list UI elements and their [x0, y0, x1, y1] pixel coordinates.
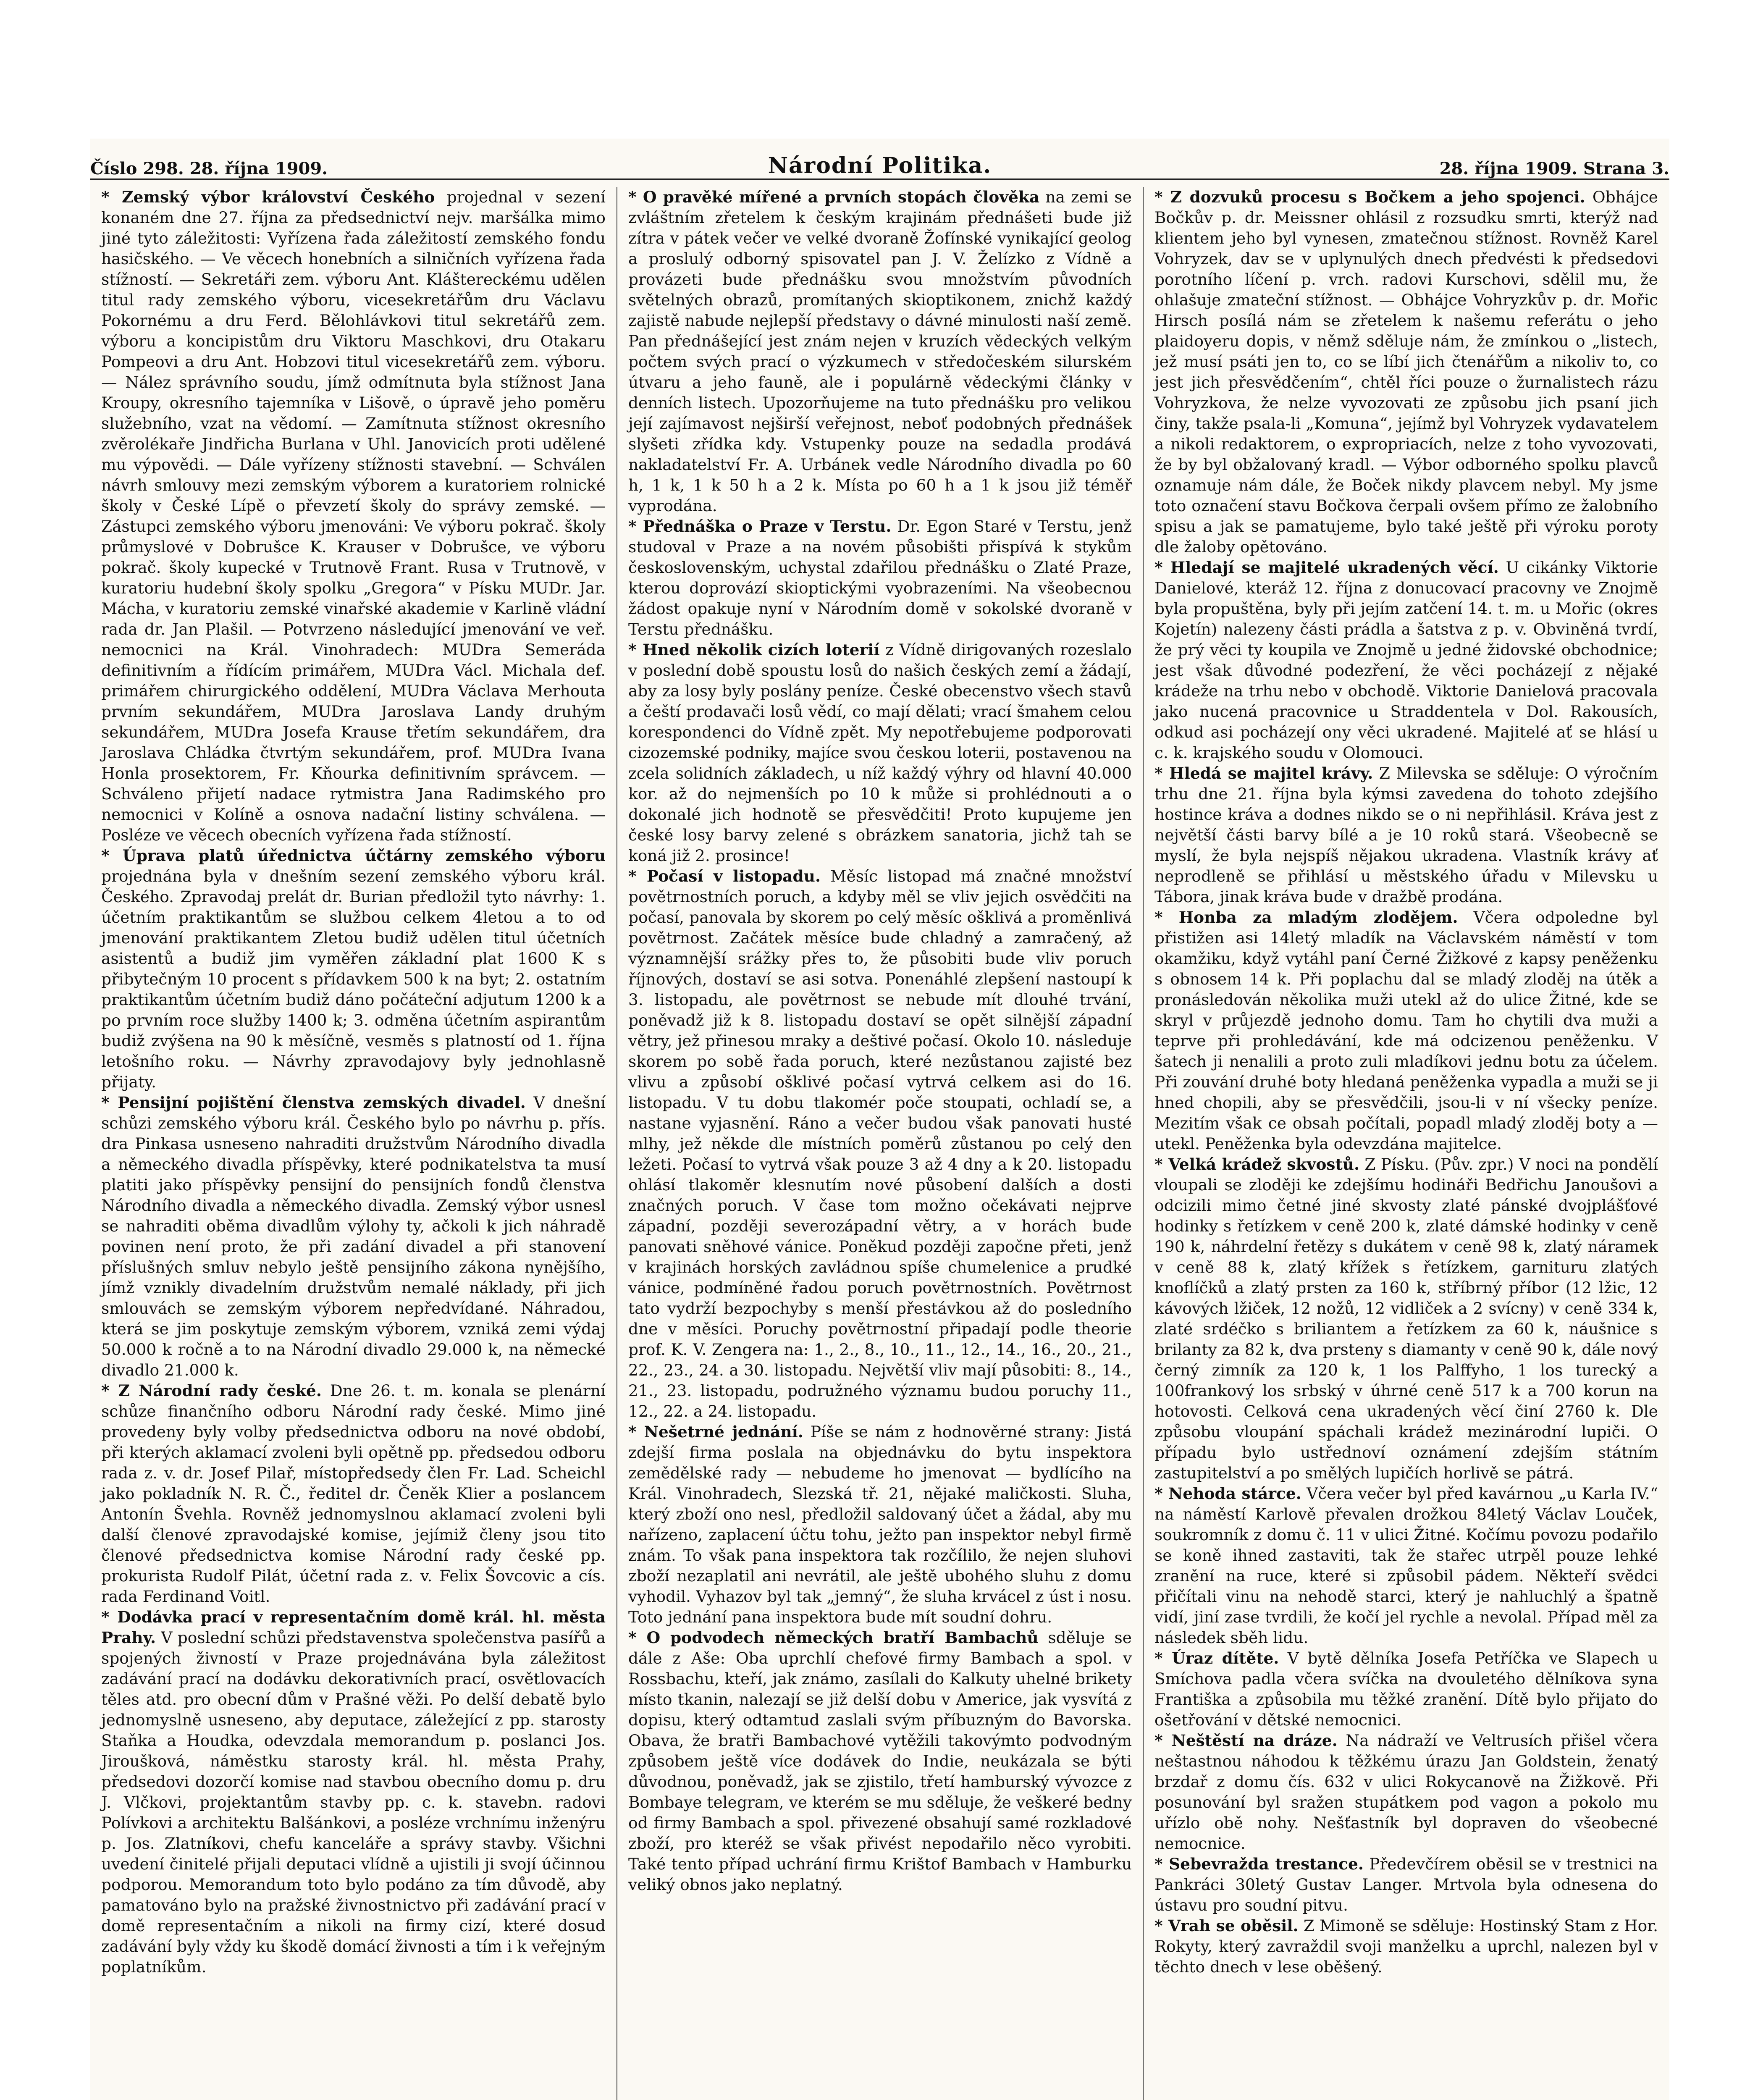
article — [628, 640, 1132, 866]
article-body: Včera odpoledne byl přistižen asi 14letý mladík na Václavském náměstí v tom okamžiku, když vytáhl paní Černé Žižkové z kapsy peněženku s obnosem 14 k. Při poplachu dal se mladý zloděj na útěk a pronásledován několika muži utekl až do ulice Žitné, kde se skryl v průjezdě jednoho domu. Tam ho chytili dva muži a teprve při prohledávání, kde má odcizenou peněženku. V šatech ji nenalili a proto zuli mladíkovi jednu botu za účelem. Při zouvání druhé boty hledaná peněženka vypadla a muži se ji hned chopili, aby se přesvědčili, jsou-li v ní všecky peníze. Mezitím však ce obsah počítali, popadl mladý zloděj boty a — utekl. Peněženka byla odevzdána majitelce. — [1154, 908, 1658, 1153]
article-body: U cikánky Viktorie Danielové, kteráž 12. října z donucovací pracovny ve Znojmě byla propuštěna, byly při jejím zatčení 14. t. m. u Mořic (okres Kojetín) nalezeny části prádla a šatstva z p. v. Obviněná tvrdí, že prý věci ty koupila ve Znojmě u jedné židovské obchodnice; jest však důvodné podezření, že věci pocházejí z nějaké krádeže na trhu nebo v obchodě. Viktorie Danielová pracovala jako nucená pracovnice u Straddentela v Dol. Rakousích, odkud asi pocházejí ony věci ukradené. Majitelé ať se hlásí u c. k. krajského soudu v Olomouci. — [1154, 558, 1658, 762]
article — [1154, 763, 1658, 907]
article — [628, 1422, 1132, 1628]
article-headline: * Dodávka prací v representačním domě král. hl. města Prahy. — [101, 1608, 606, 1647]
article — [101, 187, 606, 845]
article-headline: * Úprava platů úřednictva účtárny zemského výboru — [101, 846, 606, 865]
article-body: V bytě dělníka Josefa Petříčka ve Slapech u Smíchova padla včera svíčka na dvouletého dělníkova syna Františka a způsobila mu těžké zranění. Dítě bylo přijato do ošetřování v dětské nemocnici. — [1154, 1649, 1658, 1729]
article-headline: * Z Národní rady české. — [101, 1381, 322, 1400]
article — [628, 187, 1132, 516]
issue-info: Číslo 298. 28. října 1909. — [90, 159, 328, 178]
article-headline: * Počasí v listopadu. — [628, 867, 821, 885]
article-body: Předevčírem oběsil se v trestnici na Pankráci 30letý Gustav Langer. Mrtvola byla odnesena do ústavu pro soudní pitvu. — [1154, 1855, 1658, 1914]
article-body: sděluje se dále z Aše: Oba uprchlí chefové firmy Bambach a spol. v Rossbachu, kteří, jak známo, zasílali do Kalkuty uhelné brikety místo tkanin, nalezají se již delší dobu v Americe, jak vysvítá z dopisu, který odtamtud zaslali svým příbuzným do Bavorska. Obava, že bratři Bambachové vytěžili takovýmto podvodným způsobem ještě více dodávek do Indie, neukázala se býti důvodnou, poněvadž, jak se zjistilo, třetí hamburský vývozce z Bombaye telegram, ve kterém se mu sděluje, že veškeré bedny od firmy Bambach a spol. přivezené obsahují samé rozkladové zboží, pro kteréž se však přivést nepodařilo něco vyrobiti. Také tento případ uchrání firmu Krištof Bambach v Hamburku veliký obnos jako neplatný. — [628, 1628, 1132, 1894]
article — [101, 1381, 606, 1607]
article-body: z Vídně dirigovaných rozeslalo v poslední době spoustu losů do našich českých zemí a žádají, aby za losy byly poslány peníze. České obecenstvo všech stavů a čeští prodavači losů vědí, co mají dělati; vrací šmahem celou korespondenci do Vídně zpět. My nepotřebujeme podporovati cizozemské podniky, majíce svou českou loterii, postavenou na zcela solidních základech, u níž každý výhry od hlavní 40.000 kor. až do nejmenších po 10 k může si prohlédnouti a o dokonalé jich hodnotě se přesvědčiti! Proto kupujeme jen české losy barvy zelené s obrázkem sanatoria, jichž tah se koná již 2. prosince! — [628, 640, 1132, 865]
article — [101, 1092, 606, 1381]
article — [628, 866, 1132, 1422]
article — [1154, 557, 1658, 763]
article-body: Obhájce Bočkův p. dr. Meissner ohlásil z rozsudku smrti, kterýž nad klientem jeho byl vynesen, zmatečnou stížnost. Rovněž Karel Vohryzek, dav se v uplynulých dnech předvésti k předsedovi porotního líčení p. vrch. radovi Kurschovi, sdělil mu, že ohlašuje zmateční stížnost. — Obhájce Vohryzkův p. dr. Mořic Hirsch posílá nám se zřetelem k našemu referátu o jeho plaidoyeru dopis, v němž sděluje nám, že zmínkou o „listech, jež musí psáti jen to, co se líbí jich čtenářům a nikoliv to, co jest jich přesvědčením“, chtěl říci pouze o žurnalistech rázu Vohryzkova, že nelze vyvozovati ze způsobu jich psaní jich činy, takže psala-li „Komuna“, jejímž byl Vohryzek vydavatelem a nikoli redaktorem, o expropriacích, nelze z toho vyvozovati, že by byl obžalovaný kradl. — Výbor odborného spolku plavců oznamuje nám dále, že Boček nikdy plavcem nebyl. My jsme toto označení stavu Bočkova čerpali ovšem přímo ze žalobního spisu a jak se pamatujeme, bylo také ještě při výroku poroty dle žaloby opětováno. — [1154, 188, 1658, 556]
article — [1154, 1648, 1658, 1730]
article-body: Dr. Egon Staré v Terstu, jenž studoval v Praze a na novém působišti přispívá k stykům československým, uchystal zdařilou přednášku o Zlaté Praze, kterou doprovází skioptickými vyobrazeními. Na všeobecnou žádost opakuje nyní v Národním domě v sokolské dvoraně v Terstu přednášku. — [628, 517, 1132, 638]
column-2 — [617, 187, 1143, 2100]
article-body: Měsíc listopad má značné množství povětrnostních poruch, a kdyby měl se vliv jejich osvědčiti na počasí, panovala by skorem po celý měsíc ošklivá a proměnlivá povětrnost. Začátek měsíce bude chladný a zamračený, až významnější srážky přes to, že působiti bude vliv poruch říjnových, dostaví se asi sotva. Ponenáhlé zlepšení nastoupí k 3. listopadu, ale povětrnost se nebude mít dlouhé trvání, poněvadž již k 8. listopadu dostaví se opět silnější západní větry, jež přinesou mraky a deštivé počasí. Okolo 10. následuje skorem po sobě řada poruch, které nezůstanou zajisté bez vlivu a způsobí ošklivé počasí vytrvá celkem asi do 16. listopadu. V tu dobu tlakomér poče stoupati, ochladí se, a nastane vyjasnění. Ráno a večer budou však panovati husté mlhy, jež někde dle místních poměrů zůstanou po celý den ležeti. Počasí to vytrvá však pouze 3 až 4 dny a k 20. listopadu ohlásí tlakoměr klesnutím nové působení dalších a dosti značných poruch. V čase tom možno očekávati nejprve západní, později severozápadní větry, a v horách bude panovati sněhové vánice. Poněkud později započne přeti, jenž v krajinách horských zavládnou spíše chumelenice a prudké vánice, podmíněné řadou poruch povětrnostních. Povětrnost tato vydrží bezpochyby s menší přestávkou až do posledního dne v měsíci. Poruchy povětrnostní připadají podle theorie prof. K. V. Zengera na: 1., 2., 8., 10., 11., 12., 14., 16., 20., 21., 22., 23., 24. a 30. listopadu. Největší vliv mají působiti: 8., 14., 21., 23. listopadu, podružného významu budou poruchy 11., 12., 22. a 24. listopadu. — [628, 867, 1132, 1420]
article — [1154, 1854, 1658, 1916]
newspaper-title: Národní Politika. — [768, 153, 992, 178]
article-columns — [90, 187, 1669, 2100]
article-headline: * O podvodech německých bratří Bambachů — [628, 1628, 1039, 1647]
article — [101, 845, 606, 1092]
newspaper-page — [90, 139, 1669, 2100]
article — [101, 1607, 606, 1977]
article — [1154, 907, 1658, 1154]
article — [1154, 1154, 1658, 1483]
article-body: Na nádraží ve Veltrusích přišel včera neštastnou náhodou k těžkému úrazu Jan Goldstein, ženatý brzdař z domu čís. 632 v ulici Rokycanově na Žižkově. Při posunování byl sražen stupátkem pod vagon a pokolo mu uřízlo obě nohy. Nešťastník byl dopraven do všeobecné nemocnice. — [1154, 1731, 1658, 1853]
article-body: projednána byla v dnešním sezení zemského výboru král. Českého. Zpravodaj prelát dr. Burian předložil tyto návrhy: 1. účetním praktikantům se službou celkem 4letou a to od jmenování praktikantem Zletou budiž udělen titul účetních asistentů a budiž jim vyměřen základní plat 1600 K s přibytečným 10 procent s přídavkem 500 k na byt; 2. ostatním praktikantům účetním budiž dáno počáteční adjutum 1200 k a po prvním roce služby 1400 k; 3. odměna účetním aspirantům budiž zvýšena na 90 k měsíčně, vesměs s platností od 1. října letošního roku. — Návrhy zpravodajovy byly jednohlasně přijaty. — [101, 867, 606, 1091]
article — [1154, 187, 1658, 557]
article-body: projednal v sezení konaném dne 27. října za předsednictví nejv. maršálka mimo jiné tyto záležitosti: Vyřízena řada záležitostí zemského fondu hasičského. — Ve věcech honebních a silničních vyřízena řada stížností. — Sekretáři zem. výboru Ant. Kláštereckému udělen titul rady zemského výboru, vicesekretářům dru Václavu Pokornému a dru Ferd. Bělohlávkovi titul sekretářů zem. výboru a koncipistům dru Viktoru Maschkovi, dru Otakaru Pompeovi a dru Ant. Hobzovi titul vicesekretářů zem. výboru. — Nález správního soudu, jímž odmítnuta byla stížnost Jana Kroupy, okresního tajemníka v Lišově, o úpravě jeho poměru služebního, vzat na vědomí. — Zamítnuta stížnost okresního zvěrolékaře Jindřicha Burlana v Uhl. Janovicích proti udělené mu výpovědi. — Dále vyřízeny stížnosti stavební. — Schválen návrh smlouvy mezi zemským výborem a kuratoriem rolnické školy v České Lípě o převzetí školy do správy zemské. — Zástupci zemského výboru jmenováni: Ve výboru pokrač. školy průmyslové v Dobrušce K. Krauser v Dobrušce, ve výboru pokrač. školy kupecké v Trutnově Frant. Rusa v Trutnově, v kuratoriu hudební školy spolku „Gregora“ v Písku MUDr. Jar. Mácha, v kuratoriu zemské vinařské akademie v Karlině vládní rada dr. Jan Plašil. — Potvrzeno následující jmenování ve veř. nemocnici na Král. Vinohradech: MUDra Semeráda definitivním a řídícím primářem, MUDra Václ. Michala def. primářem chirurgického oddělení, MUDra Václava Merhouta prvním sekundářem, MUDra Jaroslava Landy druhým sekundářem, MUDra Josefa Krause třetím sekundářem, dra Jaroslava Chládka čtvrtým sekundářem, prof. MUDra Ivana Honla prosektorem, Fr. Kňourka definitivním správcem. — Schváleno přijetí nadace rytmistra Jana Radimského pro nemocnici v Kolíně a osnova nadační listiny schválena. — Posléze ve věcech obecních vyřízena řada stížností. — [101, 188, 606, 844]
article-headline: * Hledají se majitelé ukradených věcí. — [1154, 558, 1499, 577]
article-headline: * Nehoda stárce. — [1154, 1484, 1301, 1503]
article-headline: * Neštěstí na dráze. — [1154, 1731, 1338, 1750]
article-headline: * Velká krádež skvostů. — [1154, 1155, 1360, 1173]
column-3 — [1143, 187, 1669, 2100]
article-headline: * Úraz dítěte. — [1154, 1649, 1279, 1667]
article — [1154, 1483, 1658, 1648]
article-body: V dnešní schůzi zemského výboru král. Českého bylo po návrhu p. přís. dra Pinkasa usneseno nahraditi družstvům Národního divadla a německého divadla příspěvky, které podnikatelstva ta musí platiti jako příspěvky pensijní do pensijních fondů členstva Národního divadla a německého divadla. Zemský výbor usnesl se nahraditi oběma divadlům výlohy ty, ačkoli k jich náhradě povinen není proto, že při zadání divadel a při stanovení příslušných smluv nebylo ještě pensijního zákona nynějšího, jímž vznikly divadelním družstvům nemalé náklady, při jich smlouvách se zemským výborem nepředvídané. Náhradou, která se jim poskytuje zemským výborem, vzniká zemi výdaj 50.000 k ročně a to na Národní divadlo 29.000 k, na německé divadlo 21.000 k. — [101, 1093, 606, 1379]
article-body: Z Mimoně se sděluje: Hostinský Stam z Hor. Rokyty, který zavraždil svoji manželku a uprchl, nalezen byl v těchto dnech v lese oběšený. — [1154, 1916, 1658, 1976]
article-body: Včera večer byl před kavárnou „u Karla IV.“ na náměstí Karlově převalen drožkou 84letý Václav Louček, soukromník z domu č. 11 v ulici Žitné. Kočímu povozu podařilo se koně ihned zastaviti, tak že stařec utrpěl pouze lehké zranění na ruce, které si způsobil pádem. Někteří svědci přičítali vinu na nehodě starci, který je nahluchlý a špatně vidí, jiní zase tvrdili, že kočí jel rychle a nevolal. Případ měl za následek sběh lidu. — [1154, 1484, 1658, 1647]
article-body: Píše se nám z hodnověrné strany: Jistá zdejší firma poslala na objednávku do bytu inspektora zemědělské rady — nebudeme ho jmenovat — bydlícího na Král. Vinohradech, Slezská tř. 21, nějaké maličkosti. Sluha, který zboží ono nesl, předložil saldovaný účet a žádal, aby mu nařízeno, zaplacení účtu tohu, ježto pan inspektor nebyl firmě znám. To však pana inspektora tak rozčílilo, že nejen sluhovi zboží nezaplatil ani nevrátil, ale ještě ubohého sluhu z domu vyhodil. Vyhazov byl tak „jemný“, že sluha krvácel z úst i nosu. Toto jednání pana inspektora bude mít soudní dohru. — [628, 1423, 1132, 1626]
article-headline: * Hledá se majitel krávy. — [1154, 764, 1373, 782]
masthead — [90, 139, 1669, 180]
article-headline: * Nešetrné jednání. — [628, 1423, 803, 1441]
article-headline: * Přednáška o Praze v Terstu. — [628, 517, 892, 536]
article-headline: * Honba za mladým zlodějem. — [1154, 908, 1458, 927]
article-headline: * O pravěké mířené a prvních stopách člověka — [628, 188, 1040, 206]
article-body: V poslední schůzi představenstva společenstva pasířů a spojených živností v Praze projednávána byla záležitost zadávání prací na dodávku dekorativních prací, osvětlovacích těles atd. pro obecní dům v Prašné věži. Po delší debatě bylo jednomyslně usneseno, aby deputace, záležející z pp. starosty Staňka a Houdka, odevzdala memorandum p. poslanci Jos. Jiroušková, náměstku starosty král. hl. města Prahy, předsedovi dozorčí komise nad stavbou obecního domu p. dru J. Vlčkovi, projektantům stavby pp. c. k. stavebn. radovi Polívkovi a architektu Balšánkovi, a posléze vrchnímu inženýru p. Jos. Zlatníkovi, chefu kanceláře a správy stavby. Všichni uvedení činitelé přijali deputaci vlídně a ujistili ji svojí účinnou podporou. Memorandum toto bylo podáno za tím důvodě, aby pamatováno bylo na pražské živnostnictvo při zadávání prací v domě representačním a nikoli na firmy cizí, které dosud zadávání byly vždy ku škodě domácí živnosti a tím i k veřejným poplatníkům. — [101, 1628, 606, 1976]
article-headline: * Pensijní pojištění členstva zemských divadel. — [101, 1093, 526, 1112]
article-headline: * Vrah se oběsil. — [1154, 1916, 1299, 1935]
article-body: Z Písku. (Pův. zpr.) V noci na pondělí vloupali se zloději ke zdejšímu hodináři Bedřichu Janoušovi a odcizili mimo četné jiné skvosty zlaté pánské dvojplášťové hodinky s řetízkem v ceně 200 k, zlaté dámské hodinky v ceně 190 k, náhrdelní řetězy s dukátem v ceně 98 k, zlatý náramek v ceně 88 k, zlatý křížek s řetízkem, garnituru zlatých knoflíčků a zlatý prsten za 160 k, stříbrný příbor (12 lžic, 12 kávových lžiček, 12 nožů, 12 vidliček a 2 svícny) v ceně 334 k, zlaté srdéčko s briliantem a řetízkem za 60 k, náušnice s brilanty za 82 k, dva prsteny s diamanty v ceně 90 k, dále nový černý zimník za 120 k, 1 los Palffyho, 1 los turecký a 100frankový los srbský v úhrné ceně 517 k a 700 korun na hotovosti. Celková cena ukradených věcí činí 2760 k. Dle způsobu vloupání spáchali krádež mezinárodní lupiči. O případu bylo ustřednoví oznámení zdejším státním zastupitelství a po smělých lupičích horlivě se pátrá. — [1154, 1155, 1658, 1482]
article — [628, 516, 1132, 640]
article-body: na zemi se zvláštním zřetelem k českým krajinám přednášeti bude již zítra v pátek večer ve velké dvoraně Žofínské vynikající geolog a proslulý odborný spisovatel pan J. V. Želízko z Vídně a provázeti bude přednášku svou množstvím původních světelných obrazů, promítaných skioptikonem, znichž každý zajistě nabude nejlepší představy o dávné minulosti naší země. Pan přednášející jest znám nejen v kruzích vědeckých velkým počtem svých prací o výzkumech v středočeském silurském útvaru a jeho fauně, ale i populárně vědeckými články v denních listech. Upozorňujeme na tuto přednášku pro velikou její zajímavost nejširší veřejnost, neboť podobných přednášek slyšeti zřídka kdy. Vstupenky pouze na sedadla prodává nakladatelství Fr. A. Urbánek vedle Národního divadla po 60 h, 1 k, 1 k 50 h a 2 k. Místa po 60 h a 1 k jsou již téměř vyprodána. — [628, 188, 1132, 515]
article-body: Dne 26. t. m. konala se plenární schůze finančního odboru Národní rady české. Mimo jiné provedeny byly volby předsednictva odboru na nové období, při kterých aklamací zvoleni byli opětně pp. předsedou odboru rada z. v. dr. Josef Pilař, místopředsedy člen Fr. Lad. Scheichl jako pokladník N. R. Č., ředitel dr. Čeněk Klier a poslancem Antonín Švehla. Rovněž jednomyslnou aklamací zvoleni byli další členové zpravodajské komise, jejímiž členy jsou tito členové předsednictva komise Národní rady české pp. prokurista Rudolf Pilát, účetní rada z. v. Felix Šovcovic a cís. rada Ferdinand Voitl. — [101, 1381, 606, 1606]
article-headline: * Hned několik cizích loterií — [628, 640, 880, 659]
article — [1154, 1916, 1658, 1977]
article-headline: * Zemský výbor království Českého — [101, 188, 435, 206]
article-headline: * Sebevražda trestance. — [1154, 1855, 1364, 1873]
column-1 — [90, 187, 617, 2100]
article-headline: * Z dozvuků procesu s Bočkem a jeho spojenci. — [1154, 188, 1585, 206]
article-body: Z Milevska se sděluje: O výročním trhu dne 21. října byla kýmsi zavedena do tohoto zdejšího hostince kráva a dodnes nikdo se o ni nepřihlásil. Kráva jest z největší části barvy bílé a je 10 roků stará. Všeobecně se myslí, že byla nejspíš nějakou ukradena. Vlastník krávy ať neprodleně se přihlásí u městského úřadu v Milevsku u Tábora, jinak kráva bude v dražbě prodána. — [1154, 764, 1658, 906]
article — [628, 1628, 1132, 1895]
article — [1154, 1730, 1658, 1854]
page-info: 28. října 1909. Strana 3. — [1439, 159, 1669, 178]
